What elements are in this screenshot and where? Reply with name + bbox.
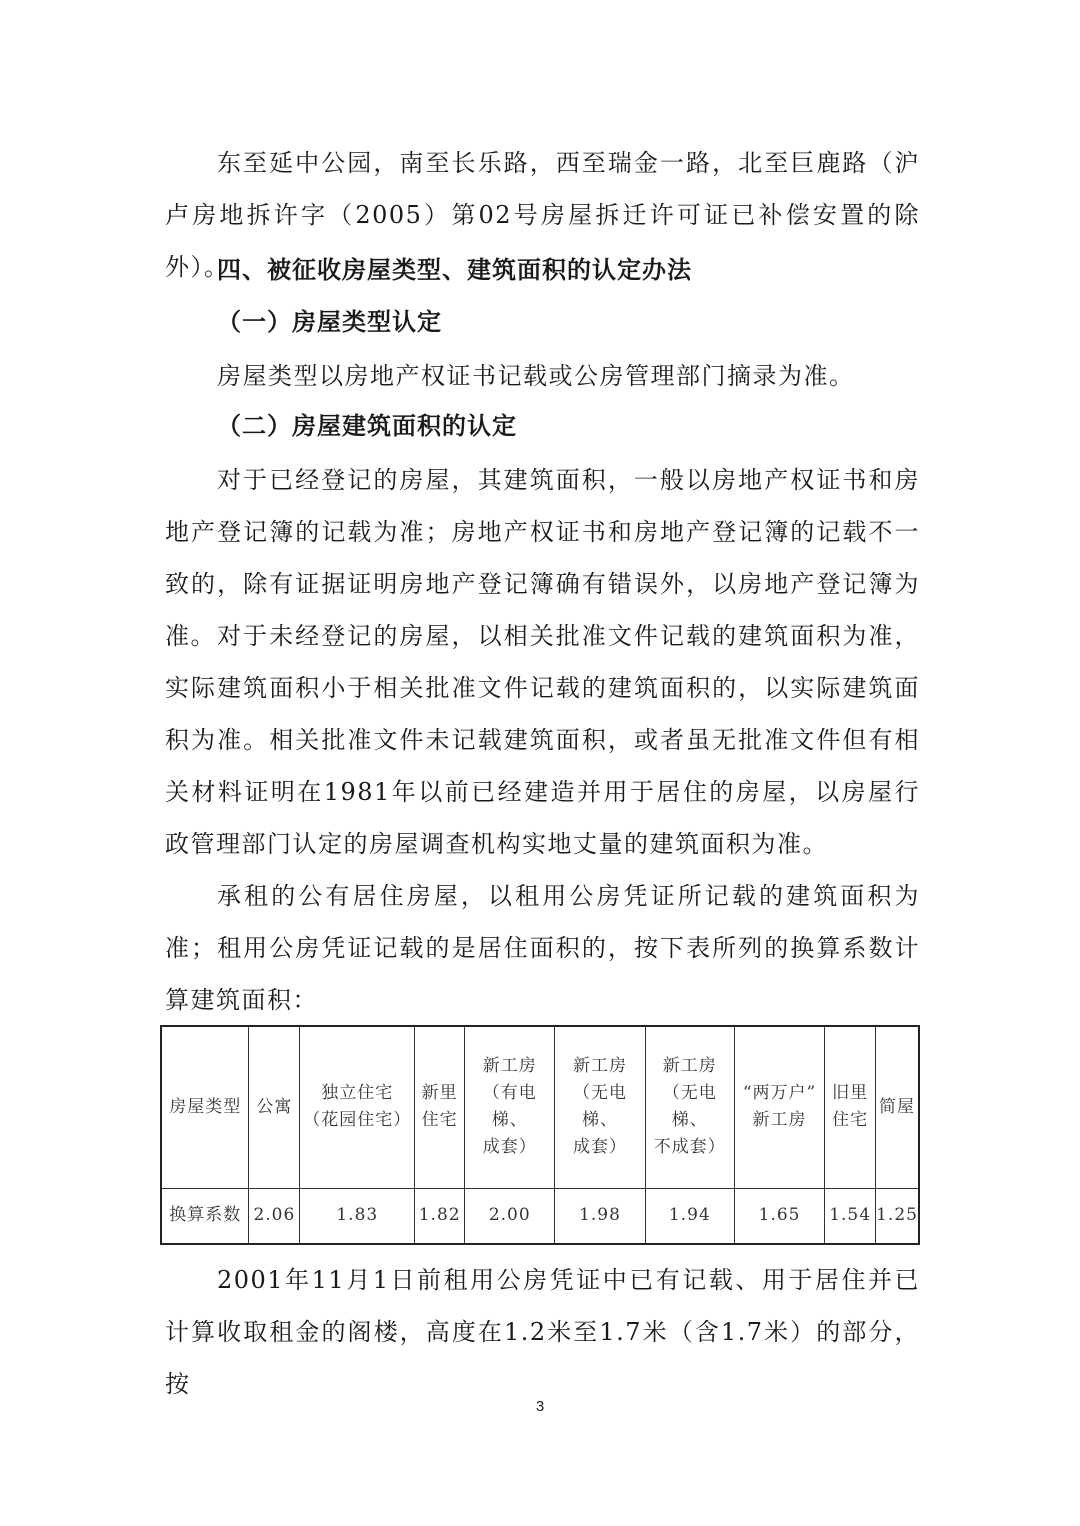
paragraph-attic: 2001年11月1日前租用公房凭证中已有记载、用于居住并已计算收取租金的阁楼，高度在1.2米至1.7米（含1.7米）的部分，按	[165, 1266, 920, 1398]
paragraph-boundary: 东至延中公园，南至长乐路，西至瑞金一路，北至巨鹿路（沪卢房地拆许字（2005）第02号房屋拆迁许可证已补偿安置的除外）。	[165, 149, 920, 281]
header-cell: 新工房 （无电梯、 成套）	[555, 1026, 645, 1188]
value-cell: 1.25	[876, 1188, 919, 1244]
header-cell-label: 房屋类型	[161, 1026, 249, 1188]
subsection-heading-1: （一）房屋类型认定	[217, 308, 442, 336]
value-cell: 2.00	[465, 1188, 555, 1244]
value-cell: 1.65	[734, 1188, 824, 1244]
paragraph-house-type: 房屋类型以房地产权证书记载或公房管理部门摘录为准。	[217, 362, 855, 390]
header-cell: “两万户” 新工房	[734, 1026, 824, 1188]
paragraph-unregistered: 对于未经登记的房屋，以相关批准文件记载的建筑面积为准，实际建筑面积小于相关批准文件记载的建筑面积的，以实际建筑面积为准。相关批准文件未记载建筑面积，或者虽无批准文件但有相关材料证明在1981年以前已经建造并用于居住的房屋，以房屋行政管理部门认定的房屋调查机构实地丈量的建筑面积为准。	[165, 622, 920, 858]
subsection-heading-2: （二）房屋建筑面积的认定	[217, 412, 517, 440]
value-cell: 1.82	[415, 1188, 465, 1244]
table-value-row	[161, 1188, 919, 1244]
section-heading-4: 四、被征收房屋类型、建筑面积的认定办法	[217, 256, 692, 284]
conversion-table	[160, 1025, 920, 1245]
header-cell: 简屋	[876, 1026, 919, 1188]
header-cell: 新里 住宅	[415, 1026, 465, 1188]
header-cell: 新工房 （无电梯、 不成套）	[645, 1026, 734, 1188]
value-cell: 1.83	[300, 1188, 415, 1244]
header-cell: 公寓	[249, 1026, 300, 1188]
header-cell: 旧里 住宅	[825, 1026, 876, 1188]
page-number: 3	[535, 1398, 545, 1415]
header-cell: 新工房 （有电梯、 成套）	[465, 1026, 555, 1188]
value-cell: 1.98	[555, 1188, 645, 1244]
row-label-cell: 换算系数	[161, 1188, 249, 1244]
paragraph-public-housing: 承租的公有居住房屋，以租用公房凭证所记载的建筑面积为准；租用公房凭证记载的是居住面积的，按下表所列的换算系数计算建筑面积：	[165, 882, 920, 1014]
table-header-row	[161, 1026, 919, 1188]
paragraph-registered: 对于已经登记的房屋，其建筑面积，一般以房地产权证书和房地产登记簿的记载为准；房地产权证书和房地产登记簿的记载不一致的，除有证据证明房地产登记簿确有错误外，以房地产登记簿为准。	[165, 466, 920, 650]
value-cell: 1.54	[825, 1188, 876, 1244]
header-cell: 独立住宅 （花园住宅）	[300, 1026, 415, 1188]
value-cell: 2.06	[249, 1188, 300, 1244]
value-cell: 1.94	[645, 1188, 734, 1244]
